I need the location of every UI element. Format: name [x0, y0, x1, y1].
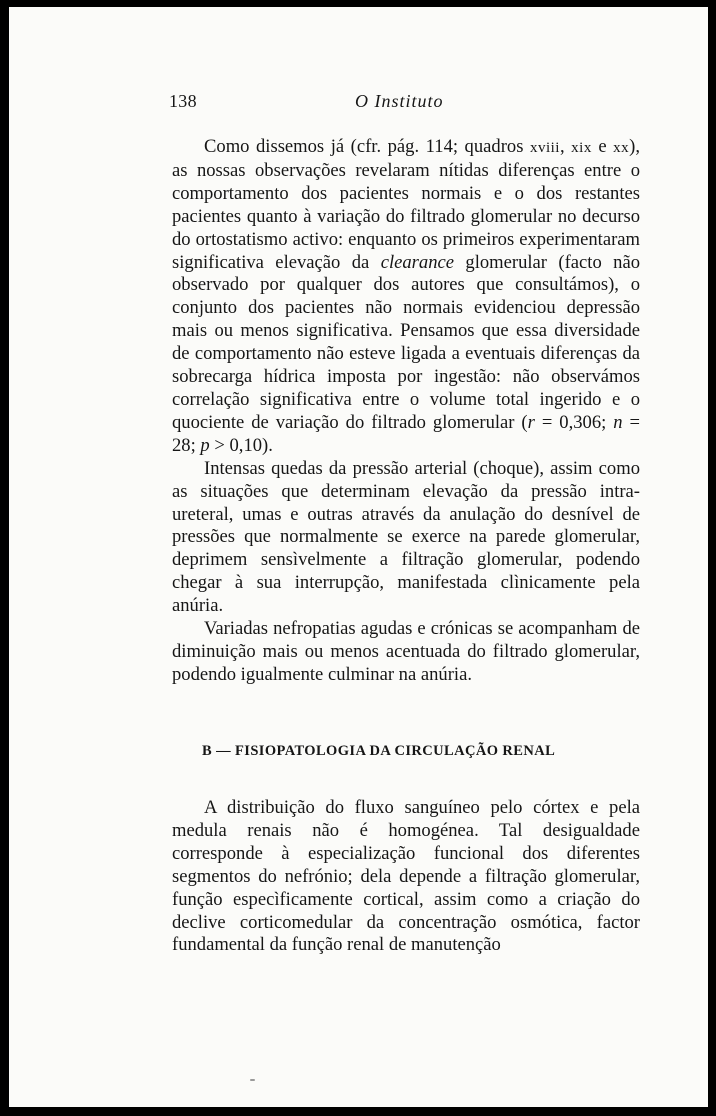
paragraph: Intensas quedas da pressão arterial (choque), assim como as situações que determinam elevação da pressão intra-ureteral, umas e outras através da anulação do desnível de pressões que normalmente se exerce na parede glomerular, deprimem sensìvelmente a filtração glomerular, podendo chegar à sua interrupção, manifestada clìnicamente pela anúria.: [172, 457, 640, 617]
section-heading: B — FISIOPATOLOGIA DA CIRCULAÇÃO RENAL: [202, 743, 556, 759]
page-number: 138: [169, 91, 197, 111]
paragraph: Variadas nefropatias agudas e crónicas se acompanham de diminuição mais ou menos acentuada do filtrado glomerular, podendo igualmente culminar na anúria.: [172, 618, 640, 685]
body-text-section-a: [172, 136, 640, 687]
body-text-section-b: [172, 797, 640, 957]
paragraph: A distribuição do fluxo sanguíneo pelo córtex e pela medula renais não é homogénea. Tal desigualdade corresponde à especialização funcional dos diferentes segmentos do nefrónio; dela depende a filtração glomerular, função especìficamente cortical, assim como a criação do declive corticomedular da concentração osmótica, factor fundamental da função renal de manutenção: [172, 797, 640, 956]
term-italic: clearance: [380, 251, 455, 273]
book-page: [9, 7, 708, 1107]
ink-speck: [250, 1079, 255, 1081]
paragraph: Como dissemos já (cfr. pág. 114; quadros xviii, xix e xx), as nossas observações revelaram nítidas diferenças entre o comportamento dos pacientes normais e o dos restantes pacientes quanto à variação do filtrado glomerular no decurso do ortostatismo activo: enquanto os primeiros experimentaram significativa elevação da clearance glomerular (facto não observado por qualquer dos autores que consultámos), o conjunto dos pacientes não normais evidenciou depressão mais ou menos significativa. Pensamos que essa diversidade de comportamento não esteve ligada a eventuais diferenças da sobrecarga hídrica imposta por ingestão: não observámos correlação significativa entre o volume total ingerido e o quociente de variação do filtrado glomerular (r = 0,306; n = 28; p > 0,10).: [172, 136, 641, 456]
running-title: O Instituto: [355, 91, 444, 111]
